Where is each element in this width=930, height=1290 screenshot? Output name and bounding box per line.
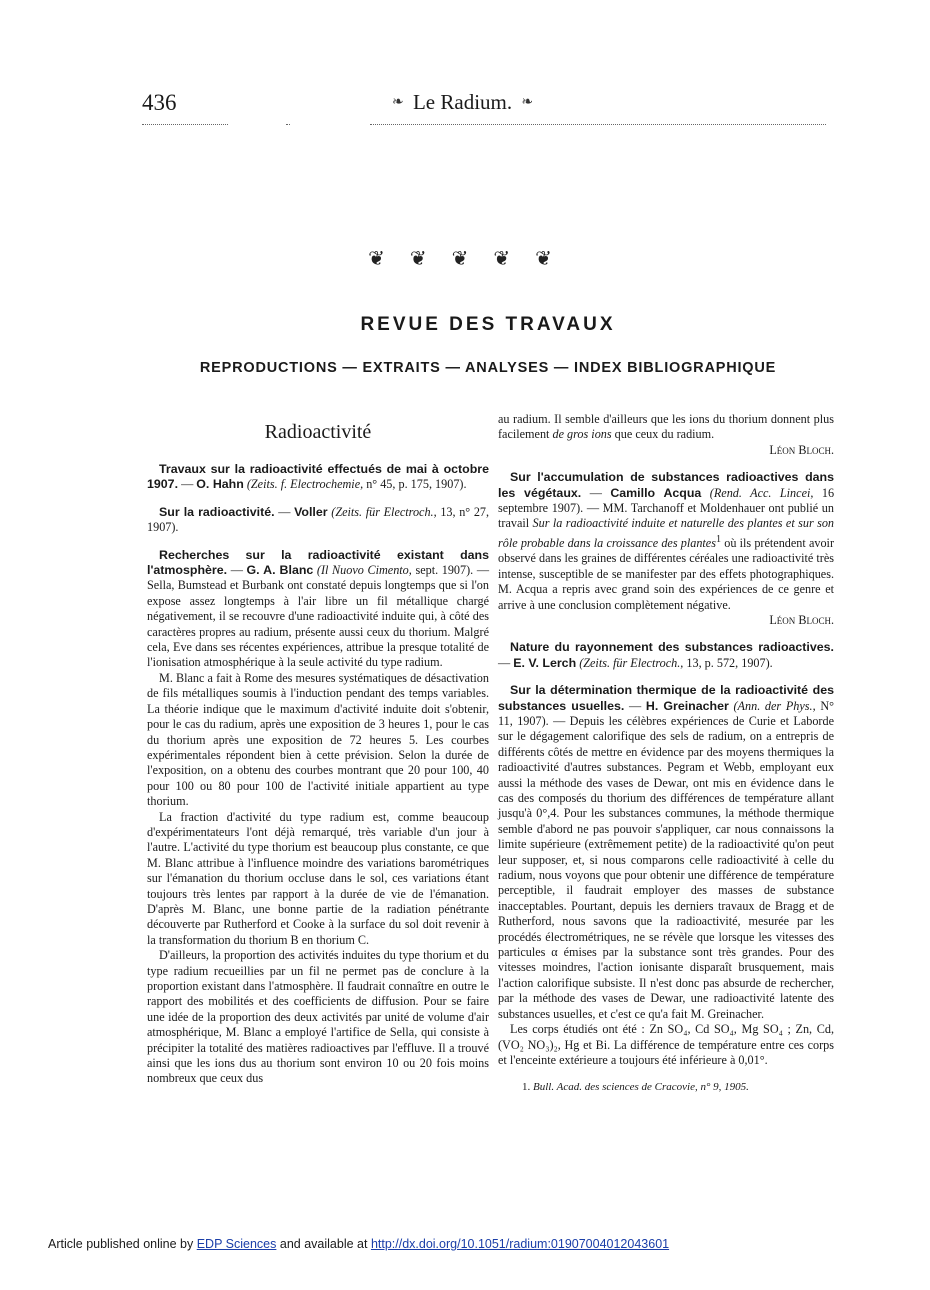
page-number: 436 [142, 90, 177, 115]
entry-voller: Sur la radioactivité. — Voller (Zeits. für Electroch., 13, n° 27, 1907). [147, 504, 490, 535]
header-rule-left [142, 124, 228, 125]
review-subtitle: REPRODUCTIONS — EXTRAITS — ANALYSES — INDEX BIBLIOGRAPHIQUE [199, 360, 777, 376]
entry-title: Recherches sur la radioactivité existant dans l'atmosphère. [147, 547, 489, 578]
entry-greinacher: Sur la détermination thermique de la radioactivité des substances usuelles. — H. Greinacher (Ann. der Phys., N° 11, 1907). — Depuis les célèbres expériences de Curie et Laborde sur le dégagement calorifique des sels de radium, on a entrepris de différents côtés de mettre en évidence par des moyens thermiques la radioactivité d'autres substances. Pegram et Webb, employant eux aussi la méthode des vases de Dewar, ont mis en évidence dans le cas des composés du thorium des différences de température allant jusqu'à 0°,4. Pour les substances communes, la méthode thermique semble d'abord ne pas pouvoir s'appliquer, car nous connaissons la limite supérieure (extrêmement petite) de la radioactivité qu'on peut leur supposer, et, si nous comparons celle radioactivité à celle du radium, nous voyons que pour obtenir une différence de température perceptible, il faudrait employer des masses de substance inacceptables. Pourtant, depuis les derniers travaux de Bragg et de Rutherford, nous savons que la radioactivité, mesurée par les procédés électrométriques, ne se révèle que lorsque les vitesses des particules α émises par la substance sont très grandes. Pour des vitesses moindres, l'action ionisante disparaît brusquement, mais l'action calorifique subsiste. Il n'est donc pas absurde de rechercher, par la méthode des vases de Dewar, une radioactivité latente des substances usuelles, et c'est ce qu'a fait M. Greinacher. Les corps étudiés ont été : Zn SO₄, Cd SO₄, Mg SO₄ ; Zn, Cd, (VO₂ NO₃)₂, Hg et Bi. La différence de température entre ces corps et l'enceinte extérieure a toujours été inférieure à 0,01°. [498, 683, 835, 1067]
footnote-mark: 1 [715, 533, 722, 545]
entry-hahn: Travaux sur la radioactivité effectués de mai à octobre 1907. — O. Hahn (Zeits. f. Electrochemie, n° 45, p. 175, 1907). [147, 462, 489, 492]
right-column [498, 412, 834, 1096]
entry-paragraph: où ils prétendent avoir observé dans les graines de différentes céréales une radioactivité très intense, susceptible de se manifester par des effets photographiques. M. Acqua a repris avec grand soin des expériences de ce genre et arrive à une conclusion complètement négative. [498, 535, 834, 612]
entry-title: Nature du rayonnement des substances radioactives. [510, 640, 834, 655]
review-title: REVUE DES TRAVAUX [360, 314, 616, 335]
entry-author: H. Greinacher [645, 698, 729, 713]
entry-reference: 13, p. 572, 1907). [686, 655, 773, 670]
footer-prefix: Article published online by [48, 1237, 194, 1251]
header-rule-right [370, 124, 826, 125]
entry-reference-journal: (Il Nuovo Cimento, [316, 563, 412, 578]
publication-footer [48, 1237, 669, 1251]
entry-reference-journal: (Zeits. f. Electrochemie, [246, 477, 364, 492]
ornament-row-icon: ❦ ❦ ❦ ❦ ❦ [368, 248, 562, 270]
left-column [147, 412, 489, 1099]
ornament-right-icon: ❧ [521, 95, 534, 110]
entry-paragraph: au radium. Il semble d'ailleurs que les ions du thorium donnent plus facilement [498, 412, 834, 442]
entry-reference-journal: (Zeits. für Electroch., [331, 504, 437, 519]
entry-paragraph: N° 11, 1907). — Depuis les célèbres expériences de Curie et Laborde sur le dégagement calorifique des sels de radium, on a entrepris de différents côtés de mettre en évidence par des moyens thermiques la radioactivité d'autres substances. Pegram et Webb, employant eux aussi la méthode des vases de Dewar, ont mis en évidence dans le cas des composés du thorium des différences de température allant jusqu'à 0°,4. Pour les substances communes, la méthode thermique semble d'abord ne pas pouvoir s'appliquer, car nous connaissons la limite supérieure (extrêmement petite) de la radioactivité qu'on peut leur supposer, et, si nous comparons celle radioactivité à celle du radium, nous voyons que pour obtenir une différence de température perceptible, il faudrait employer des masses de substance inacceptables. Pourtant, depuis les derniers travaux de Bragg et de Rutherford, nous savons que la radioactivité, mesurée par les procédés électrométriques, ne se révèle que lorsque les vitesses des particules α émises par la substance sont très grandes. Pour des vitesses moindres, l'action ionisante disparaît brusquement, mais l'action calorifique subsiste. Il n'est donc pas absurde de rechercher, par la méthode des vases de Dewar, une radioactivité latente des substances usuelles, et c'est ce qu'a fait M. Greinacher. [498, 698, 835, 1021]
entry-signature: Léon Bloch. [769, 442, 834, 457]
entry-reference: n° 45, p. 175, 1907). [366, 477, 467, 492]
entry-reference-journal: (Ann. der Phys., [733, 698, 816, 713]
header-rule-dot [286, 124, 290, 125]
footnote-number: 1. [522, 1081, 531, 1094]
entry-blanc-continued [498, 412, 834, 458]
entry-paragraph: La fraction d'activité du type radium est, comme beaucoup d'expérimentateurs l'ont déjà remarqué, très variable d'un jour à l'autre. L'activité du type thorium est beaucoup plus constante, ce que M. Blanc attribue à l'influence moindre des variations barométriques sur l'émanation du thorium occluse dans le sol, ces variations étant toujours très lentes par rapport à la durée de vie de l'émanation. D'après M. Blanc, une bonne partie de la radiation pénétrante découverte par Rutherford et Cooke à la surface du sol doit revenir à la transformation du thorium B en thorium C. [147, 809, 489, 947]
entry-blanc: Recherches sur la radioactivité existant dans l'atmosphère. — G. A. Blanc (Il Nuovo Cimento, sept. 1907). — Sella, Bumstead et Burbank ont constaté depuis longtemps que si l'on expose assez longtemps à l'air libre un fil métallique chargé négativement, il se recouvre d'une radioactivité induite qui, à côté des caractères propres au radium, présente aussi ceux du thorium. Malgré cela, Eve dans ses récentes expériences, attribue la presque totalité de l'ionisation atmosphérique à la seule activité du type radium. M. Blanc a fait à Rome des mesures systématiques de désactivation de fils métalliques soumis à l'induction pendant des temps variables. La théorie indique que le maximum d'activité induite doit s'obtenir, pour le cas du radium, après une exposition de 3 heures 1, pour le cas du thorium après une exposition de 72 heures 5. Les courbes expérimentales répondent bien à cette prévision. Selon la durée de l'exposition, on a obtenu des courbes montrant que 20 pour 100, 40 pour 100 ou 80 pour 100 de l'activité initiale appartient au type thorium. La fraction d'activité du type radium est, comme beaucoup d'expérimentateurs l'ont déjà remarqué, très variable d'un jour à l'autre. L'activité du type thorium est beaucoup plus constante, ce que M. Blanc attribue à l'influence moindre des variations barométriques sur l'émanation du thorium occluse dans le sol, ces variations étant toujours très lentes par rapport à la durée de vie de l'émanation. D'après M. Blanc, une bonne partie de la radiation pénétrante découverte par Rutherford et Cooke à la surface du sol doit revenir à la transformation du thorium B en thorium C. D'ailleurs, la proportion des activités induites du type thorium et du type radium recueillies par un fil ne permet pas de conclure à la proportion existant dans l'atmosphère. Il faudrait connaître en outre le rapport des mobilités et des coefficients de diffusion. Pour se faire une idée de la proportion des deux activités par unité de volume d'air atmosphérique, M. Blanc a employé l'artifice de Sella, qui consiste à précipiter la totalité des matières radioactives par l'effluve. Il a trouvé ainsi que les ions dus au thorium sont environ 10 ou 20 fois moins nombreux que ceux dus [147, 547, 490, 1086]
entry-emphasis: de gros ions [552, 427, 612, 442]
journal-title: Le Radium. [412, 90, 513, 114]
running-head [388, 90, 537, 115]
section-title: Radioactivité [264, 421, 372, 443]
footnote [498, 1080, 834, 1095]
entry-reference: 13, n° 27, 1907). [147, 504, 490, 535]
entry-author: Camillo Acqua [610, 485, 702, 500]
entry-author: O. Hahn [196, 477, 244, 492]
entry-title: Travaux sur la radioactivité effectués de mai à octobre 1907. [147, 462, 489, 492]
doi-link[interactable]: http://dx.doi.org/10.1051/radium:01907004012043601 [370, 1237, 670, 1251]
entry-paragraph: sept. 1907). — Sella, Bumstead et Burbank ont constaté depuis longtemps que si l'on expose assez longtemps à l'air libre un fil métallique chargé négativement, il se recouvre d'une radioactivité induite qui, à côté des caractères propres au radium, présente aussi ceux du thorium. Malgré cela, Eve dans ses récentes expériences, attribue la presque totalité de l'ionisation atmosphérique à la seule activité du type radium. [147, 563, 490, 670]
entry-author: E. V. Lerch [513, 655, 577, 670]
entry-reference-journal: (Zeits. für Electroch., [579, 655, 684, 670]
entry-acqua: Sur l'accumulation de substances radioactives dans les végétaux. — Camillo Acqua (Rend. Acc. Lincei, 16 septembre 1907). — MM. Tarchanoff et Moldenhauer ont publié un travail Sur la radioactivité induite et naturelle des plantes et sur son rôle probable dans la croissance des plantes$^1$ où ils prétendent avoir observé dans les graines de différentes céréales une radioactivité très intense, susceptible de se manifester par des effets photographiques. M. Acqua a repris avec grand soin des expériences de ce genre et arrive à une conclusion complètement négative. Léon Bloch. [498, 470, 835, 627]
entry-title: Sur la radioactivité. [159, 504, 275, 519]
entry-paragraph: Les corps étudiés ont été : Zn SO₄, Cd SO₄, Mg SO₄ ; Zn, Cd, (VO₂ NO₃)₂, Hg et Bi. La différence de température entre ces corps et l'enceinte extérieure a toujours été inférieure à 0,01°. [498, 1022, 834, 1067]
entry-title: Sur la détermination thermique de la radioactivité des substances usuelles. [498, 683, 834, 713]
footnote-text: Bull. Acad. des sciences de Cracovie, n° 9, 1905. [533, 1081, 749, 1094]
entry-author: Voller [294, 504, 328, 519]
footer-middle: and available at [279, 1237, 368, 1251]
entry-paragraph: D'ailleurs, la proportion des activités induites du type thorium et du type radium recueillies par un fil ne permet pas de conclure à la proportion existant dans l'atmosphère. Il faudrait connaître en outre le rapport des mobilités et des coefficients de diffusion. Pour se faire une idée de la proportion des deux activités par unité de volume d'air atmosphérique, M. Blanc a employé l'artifice de Sella, qui consiste à précipiter la totalité des matières radioactives par l'effluve. Il a trouvé ainsi que les ions dus au thorium sont environ 10 ou 20 fois moins nombreux que ceux dus [147, 948, 489, 1086]
ornament-left-icon: ❧ [392, 95, 404, 110]
entry-paragraph: M. Blanc a fait à Rome des mesures systématiques de désactivation de fils métalliques soumis à l'induction pendant des temps variables. La théorie indique que le maximum d'activité induite doit s'obtenir, pour le cas du radium, après une exposition de 3 heures 1, pour le cas du thorium après une exposition de 72 heures 5. Les courbes expérimentales répondent bien à cette prévision. Selon la durée de l'exposition, on a obtenu des courbes montrant que 20 pour 100, 40 pour 100 ou 80 pour 100 de l'activité initiale appartient au type thorium. [147, 670, 489, 809]
entry-author: G. A. Blanc [246, 563, 314, 578]
entry-paragraph: 16 septembre 1907). — MM. Tarchanoff et Moldenhauer ont publié un travail [498, 485, 835, 531]
entry-paragraph: que ceux du radium. [614, 427, 715, 442]
entry-title: Sur l'accumulation de substances radioactives dans les végétaux. [498, 470, 834, 500]
publisher-link[interactable]: EDP Sciences [196, 1237, 277, 1251]
entry-signature: Léon Bloch. [769, 612, 834, 627]
entry-reference-journal: (Rend. Acc. Lincei, [709, 485, 814, 500]
entry-lerch: Nature du rayonnement des substances radioactives. — E. V. Lerch (Zeits. für Electroch., 13, p. 572, 1907). [498, 640, 834, 670]
entry-emphasis: Sur la radioactivité induite et naturelle des plantes et sur son rôle probable dans la croissance des plantes [498, 516, 835, 550]
